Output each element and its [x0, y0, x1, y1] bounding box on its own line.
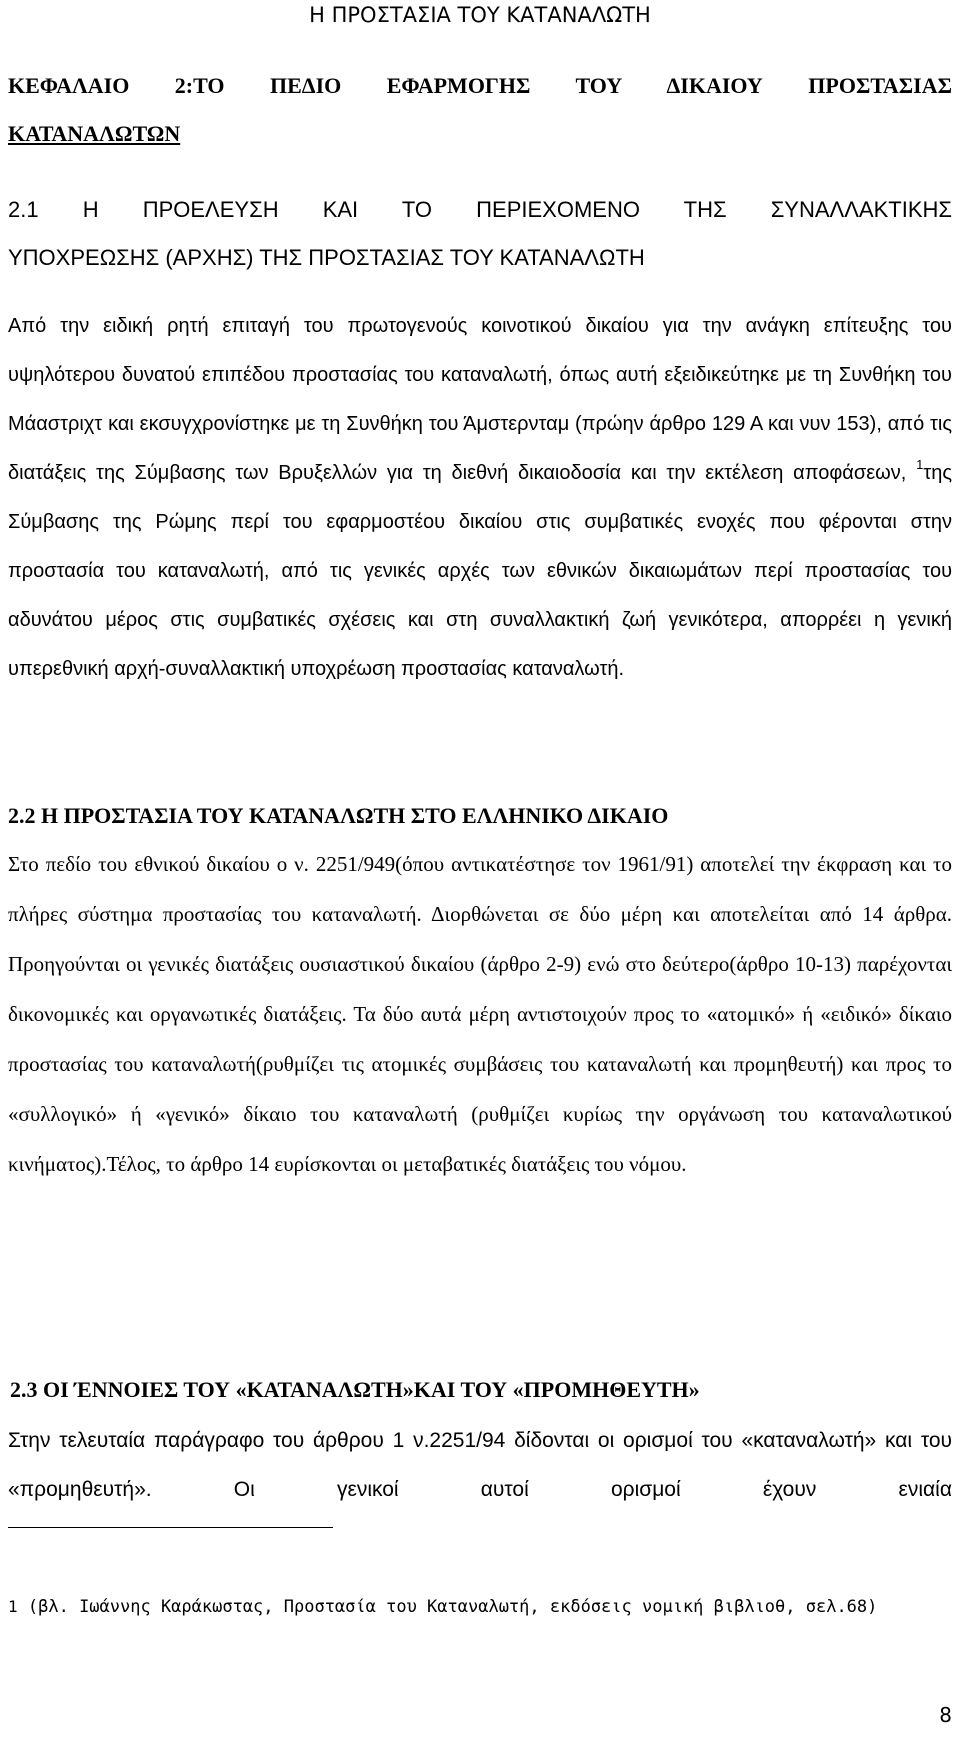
- section-heading-2-3: 2.3 ΟΙ ΈΝΝΟΙΕΣ ΤΟΥ «ΚΑΤΑΝΑΛΩΤΗ»ΚΑΙ ΤΟΥ «ΠΡΟΜΗΘΕΥΤΗ»: [10, 1377, 700, 1402]
- section-heading-2-1-line-2: ΥΠΟΧΡΕΩΣΗΣ (ΑΡΧΗΣ) ΤΗΣ ΠΡΟΣΤΑΣΙΑΣ ΤΟΥ ΚΑΤΑΝΑΛΩΤΗ: [8, 245, 645, 270]
- footnote-number: 1: [8, 1597, 18, 1616]
- footnote: [8, 1588, 952, 1626]
- chapter-heading-line-1: ΚΕΦΑΛΑΙΟ 2:ΤΟ ΠΕΔΙΟ ΕΦΑΡΜΟΓΗΣ ΤΟΥ ΔΙΚΑΙΟΥ ΠΡΟΣΤΑΣΙΑΣ: [8, 73, 952, 98]
- paragraph-origin-text-a: Από την ειδική ρητή επιταγή του πρωτογενούς κοινοτικού δικαίου για την ανάγκη επίτευξης του υψηλότερου δυνατού επιπέδου προστασίας του καταναλωτή, όπως αυτή εξειδικεύτηκε με τη Συνθήκη του Μάαστριχτ και εκσυγχρονίστηκε με τη Συνθήκη του Άμστερνταμ (πρώην άρθρο 129 Α και νυν 153), από τις διατάξεις της Σύμβασης των Βρυξελλών για τη διεθνή δικαιοδοσία και την εκτέλεση αποφάσεων,: [8, 315, 952, 484]
- paragraph-origin-text-b: της Σύμβασης της Ρώμης περί του εφαρμοστέου δικαίου στις συμβατικές ενοχές που φέρονται στην προστασία του καταναλωτή, από τις γενικές αρχές των εθνικών δικαιωμάτων περί προστασίας του αδυνάτου μέρος στις συμβατικές σχέσεις και στη συναλλακτική ζωή γενικότερα, απορρέει η γενική υπερεθνική αρχή-συναλλακτική υποχρέωση προστασίας καταναλωτή.: [8, 462, 953, 680]
- section-heading-2-1-line-1: 2.1 Η ΠΡΟΕΛΕΥΣΗ ΚΑΙ ΤΟ ΠΕΡΙΕΧΟΜΕΝΟ ΤΗΣ ΣΥΝΑΛΛΑΚΤΙΚΗΣ: [8, 197, 952, 222]
- chapter-heading-line-2: ΚΑΤΑΝΑΛΩΤΩΝ: [8, 121, 181, 146]
- section-heading-2-2: 2.2 Η ΠΡΟΣΤΑΣΙΑ ΤΟΥ ΚΑΤΑΝΑΛΩΤΗ ΣΤΟ ΕΛΛΗΝΙΚΟ ΔΙΚΑΙΟ: [8, 803, 669, 828]
- paragraph-origin: [8, 302, 952, 694]
- section-heading-2-1: [8, 186, 952, 282]
- page-number: 8: [939, 1703, 952, 1727]
- footnote-reference[interactable]: 1: [916, 457, 924, 472]
- footnote-text: (βλ. Ιωάννης Καράκωστας, Προστασία του Καταναλωτή, εκδόσεις νομική βιβλιοθ, σελ.68): [27, 1597, 878, 1617]
- footnote-separator: [8, 1527, 333, 1528]
- paragraph-greek-law: Στο πεδίο του εθνικού δικαίου ο ν. 2251/949(όπου αντικατέστησε τον 1961/91) αποτελεί την έκφραση και το πλήρες σύστημα προστασίας του καταναλωτή. Διορθώνεται σε δύο μέρη και αποτελείται από 14 άρθρα. Προηγούνται οι γενικές διατάξεις ουσιαστικού δικαίου (άρθρο 2-9) ενώ στο δεύτερο(άρθρο 10-13) παρέχονται δικονομικές και οργανωτικές διατάξεις. Τα δύο αυτά μέρη αντιστοιχούν προς το «ατομικό» ή «ειδικό» δίκαιο προστασίας του καταναλωτή(ρυθμίζει τις ατομικές συμβάσεις του καταναλωτή και προμηθευτή) και προς το «συλλογικό» ή «γενικό» δίκαιο του καταναλωτή (ρυθμίζει κυρίως την οργάνωση του καταναλωτικού κινήματος).Τέλος, το άρθρο 14 ευρίσκονται οι μεταβατικές διατάξεις του νόμου.: [8, 852, 952, 1176]
- paragraph-definitions: Στην τελευταία παράγραφο του άρθρου 1 ν.2251/94 δίδονται οι ορισμοί του «καταναλωτή» και του «προμηθευτή». Οι γενικοί αυτοί ορισμοί έχουν ενιαία: [8, 1429, 952, 1501]
- running-header: Η ΠΡΟΣΤΑΣΙΑ ΤΟΥ ΚΑΤΑΝΑΛΩΤΗ: [309, 3, 651, 27]
- chapter-heading: [8, 62, 952, 158]
